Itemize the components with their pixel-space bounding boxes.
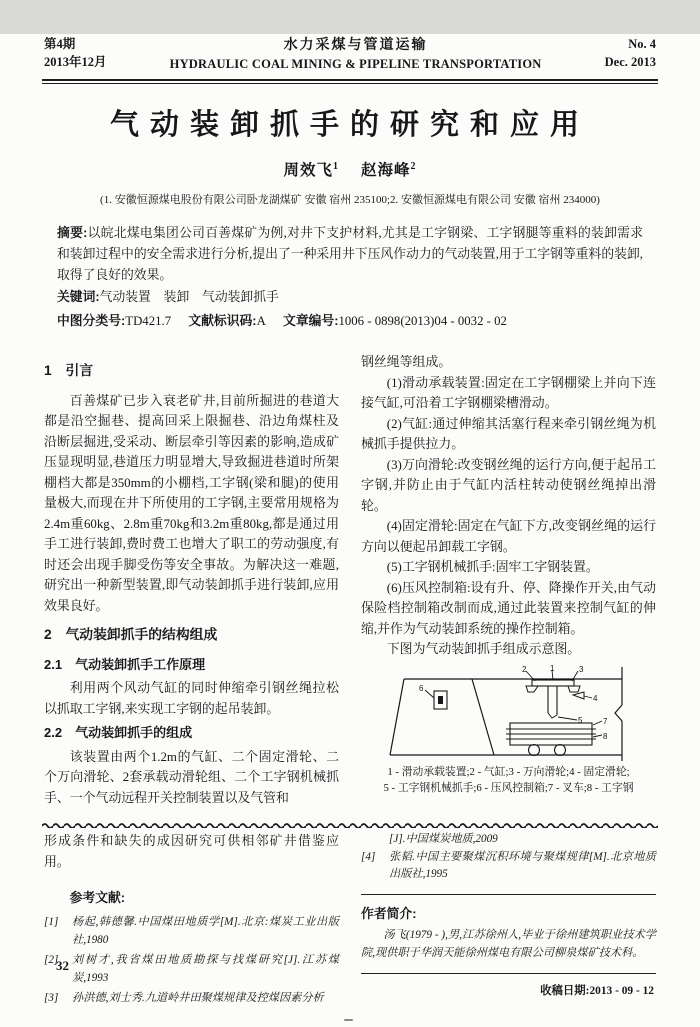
- article-id-label: 文章编号:: [283, 313, 339, 328]
- figure-intro-line: 下图为气动装卸抓手组成示意图。: [386, 642, 581, 656]
- received-date-line: [361, 982, 654, 998]
- abstract-text: 以皖北煤电集团公司百善煤矿为例,对井下支护材料,尤其是工字钢梁、工字钢腿等重料的装卸需求和装卸过程中的安全需求进行分析,提出了一种采用井下压风作动力的气动装置,用于工字钢等重料的装卸,取得了良好的效果。: [57, 226, 643, 282]
- figure-diagram: [380, 665, 638, 761]
- keywords-text: 气动装置 装卸 气动装卸抓手: [99, 290, 279, 304]
- figure-label-8: 8: [602, 731, 607, 741]
- reference-number: [3]: [44, 992, 59, 1004]
- section-2-2-paragraph: 该装置由两个1.2m的气缸、二个固定滑轮、二个万向滑轮、2套承载动滑轮组、二个工字钢机械抓手、一个气动远程开关控制装置以及气管和: [44, 749, 339, 805]
- keywords-label: 关键词:: [57, 289, 100, 304]
- reference-text: 杨起,韩德馨.中国煤田地质学[M].北京:煤炭工业出版社,1980: [72, 916, 339, 946]
- figure-label-7: 7: [602, 716, 607, 726]
- abstract-block: [57, 222, 643, 332]
- right-column: [361, 352, 656, 808]
- section-2-1-heading: 2.1 气动装卸抓手工作原理: [44, 656, 206, 672]
- bottom-left-column: [44, 831, 339, 1011]
- journal-title-cn: 水力采煤与管道运输: [283, 38, 428, 53]
- reference-number: [4]: [361, 850, 376, 863]
- keywords-line: [57, 286, 643, 308]
- references-heading: 参考文献:: [69, 890, 126, 905]
- component-item-6: (6)压风控制箱:设有升、停、降操作开关,由气动保险档控制箱改制而成,通过此装置来控制气缸的伸缩,并作为气动装卸系统的操作控制箱。: [361, 580, 656, 636]
- author-bio-text: 汤飞(1979 - ),男,江苏徐州人,毕业于徐州建筑职业技术学院,现供职于华润天能徐州煤电有限公司柳泉煤矿技术科。: [361, 928, 656, 959]
- abstract-paragraph: [57, 222, 643, 286]
- previous-article-ending: 形成条件和缺失的成因研究可供相邻矿井借鉴应用。: [44, 834, 339, 869]
- journal-page: [0, 34, 700, 1027]
- doccode-label: 文献标识码:: [188, 313, 257, 328]
- reference-item-3: [44, 990, 339, 1008]
- figure-caption-line1: 1 - 滑动承载装置;2 - 气缸;3 - 万向滑轮;4 - 固定滑轮;: [387, 765, 630, 778]
- received-label: 收稿日期:: [540, 984, 590, 997]
- component-item-3: (3)万向滑轮:改变钢丝绳的运行方向,便于起吊工字钢,并防止由于气缸内活柱转动使钢丝绳掉出滑轮。: [361, 457, 656, 513]
- section-2-heading: 2 气动装卸抓手的结构组成: [44, 627, 218, 642]
- reference-text: 刘树才,我省煤田地质勘探与找煤研究[J].江苏煤炭,1993: [72, 954, 339, 984]
- bio-bottom-rule: [361, 973, 656, 974]
- figure-caption: [361, 764, 656, 796]
- wavy-divider: [42, 815, 658, 822]
- clc-value: TD421.7: [125, 314, 172, 328]
- figure-label-3: 3: [578, 664, 583, 674]
- left-column: [44, 352, 339, 808]
- journal-title-en: HYDRAULIC COAL MINING & PIPELINE TRANSPORTATION: [169, 57, 542, 71]
- figure-label-5: 5: [577, 715, 582, 725]
- reference-item-2: [44, 952, 339, 987]
- received-value: 2013 - 09 - 12: [589, 984, 654, 997]
- doccode-value: A: [256, 314, 266, 328]
- author-line: [0, 158, 700, 180]
- issue-number-en: No. 4: [628, 37, 656, 51]
- author-1-affmark: 1: [333, 160, 339, 172]
- doccode-pair: [188, 314, 266, 328]
- author-2-affmark: 2: [410, 160, 417, 172]
- component-item-4: (4)固定滑轮:固定在气缸下方,改变钢丝绳的运行方向以便起吊卸载工字钢。: [361, 519, 656, 554]
- reference-text: 张韬.中国主要聚煤沉积环境与聚煤规律[M].北京地质出版社,1995: [389, 850, 656, 880]
- component-item-5: (5)工字钢机械抓手:固牢工字钢装置。: [386, 560, 599, 574]
- scan-artifact-mark: [344, 1019, 353, 1021]
- continuation-line: 钢丝绳等组成。: [361, 355, 452, 369]
- reference-number: [2]: [44, 954, 59, 966]
- author-2: 赵海峰: [361, 162, 411, 179]
- reference-number: [1]: [44, 916, 59, 928]
- figure-block: [361, 665, 656, 796]
- page-number: 32: [56, 958, 69, 973]
- reference-item-1: [44, 914, 339, 949]
- section-2-1-paragraph: 利用两个风动气缸的同时伸缩牵引钢丝绳拉松以抓取工字钢,来实现工字钢的起吊装卸。: [44, 681, 339, 716]
- figure-label-1: 1: [549, 663, 554, 673]
- article-id-value: 1006 - 0898(2013)04 - 0032 - 02: [338, 314, 507, 328]
- issue-date-en: Dec. 2013: [604, 55, 656, 69]
- affiliation-line: (1. 安徽恒源煤电股份有限公司卧龙湖煤矿 安徽 宿州 235100;2. 安徽恒源煤电有限公司 安徽 宿州 234000): [100, 194, 600, 206]
- clc-label: 中图分类号:: [57, 313, 126, 328]
- author-1: 周效飞: [283, 162, 333, 179]
- header-issue-en: [605, 35, 656, 71]
- author-bio-heading: 作者简介:: [361, 905, 417, 921]
- article-title: 气动装卸抓手的研究和应用: [109, 107, 590, 141]
- section-2-2-heading: 2.2 气动装卸抓手的组成: [44, 725, 193, 740]
- figure-label-4: 4: [592, 693, 597, 703]
- wavy-divider-line: [42, 821, 658, 828]
- section-1-heading: 1 引言: [44, 363, 94, 378]
- figure-label-6: 6: [418, 683, 423, 693]
- component-item-1: (1)滑动承载装置:固定在工字钢棚梁上并向下连接气缸,可沿着工字钢棚梁槽滑动。: [361, 375, 656, 410]
- figure-label-2: 2: [521, 664, 526, 674]
- reference-text: 孙洪德,刘士秀.九道岭井田聚煤规律及控煤因素分析: [72, 992, 324, 1004]
- previous-article-tail: [44, 831, 656, 1011]
- header-issue-cn: [44, 35, 107, 71]
- classification-line: [57, 310, 643, 332]
- reference-item-4: [361, 849, 656, 884]
- bio-top-rule: [361, 894, 656, 895]
- section-1-paragraph: 百善煤矿已步入衰老矿井,目前所掘进的巷道大都是沿空掘巷、提高回采上限掘巷、沿边角煤柱及沿断层掘进,受采动、断层牵引等因素的影响,造成矿压显现明显,巷道压力明显增大,导致掘进巷道时所架棚档大都是350mm的小棚档,工字钢(梁和腿)的使用量极大,而现在井下所使用的工字钢,主要常用规格为2.4m重60kg、2.8m重70kg和3.2m重80kg,都是通过用手工进行装卸,费时费工也增大了职工的劳动强度,有时还会出现手脚受伤等安全事故。为解决这一难题,研究出一种新型装置,即气动装卸抓手进行装卸,应用效果良好。: [44, 393, 339, 613]
- article-id-pair: [283, 314, 507, 328]
- reference-3-continuation: [J].中国煤炭地质,2009: [389, 833, 498, 845]
- page-header: [44, 34, 656, 72]
- abstract-label: 摘要:: [57, 225, 88, 240]
- figure-caption-line2: 5 - 工字钢机械抓手;6 - 压风控制箱;7 - 叉车;8 - 工字钢: [383, 781, 634, 794]
- issue-date-cn: 2013年12月: [44, 55, 107, 69]
- bottom-right-column: [361, 831, 656, 1011]
- journal-title-block: [107, 34, 605, 72]
- header-double-rule: [42, 79, 658, 84]
- issue-number-cn: 第4期: [44, 37, 76, 51]
- component-item-2: (2)气缸:通过伸缩其活塞行程来牵引钢丝绳为机械抓手提供拉力。: [361, 416, 656, 451]
- article-body-columns: [44, 352, 656, 808]
- clc-pair: [57, 314, 171, 328]
